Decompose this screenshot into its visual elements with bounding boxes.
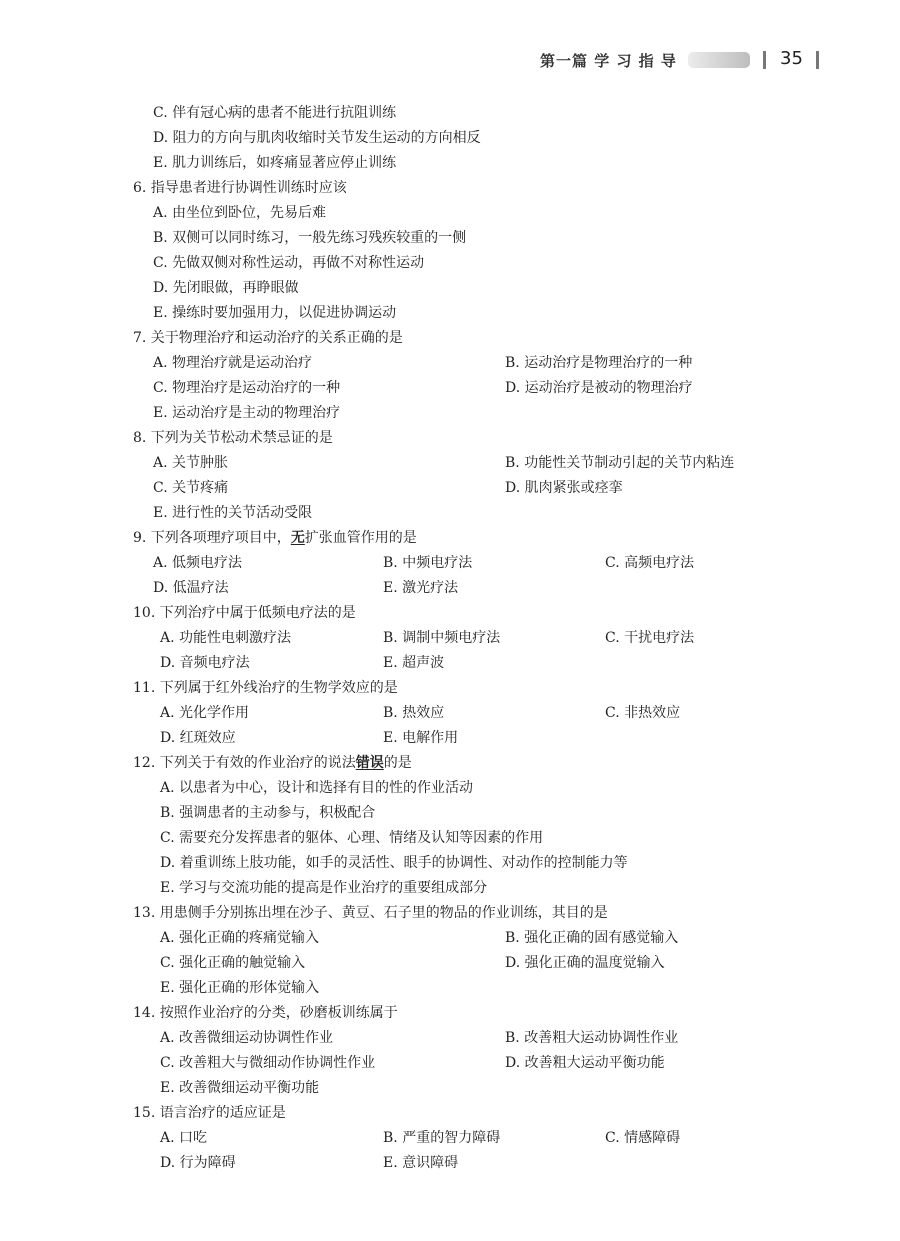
- option-d: D. 肌肉紧张或痉挛: [505, 480, 623, 496]
- header-decor-bar: [688, 52, 750, 68]
- page-number: 35: [780, 48, 803, 69]
- option-c: C. 关节疼痛: [153, 480, 229, 496]
- option-b: B. 严重的智力障碍: [383, 1130, 501, 1146]
- option-row: [0, 850, 900, 875]
- option-a: A. 口吃: [160, 1130, 208, 1146]
- option-c: C. 强化正确的触觉输入: [160, 955, 306, 971]
- option-row: [0, 500, 900, 525]
- option-d: D. 行为障碍: [160, 1155, 236, 1171]
- option-b: B. 改善粗大运动协调性作业: [505, 1030, 679, 1046]
- option-row: [0, 1075, 900, 1100]
- option-d: D. 先闭眼做，再睁眼做: [153, 280, 299, 296]
- option-a: A. 低频电疗法: [153, 555, 243, 571]
- option-e: E. 改善微细运动平衡功能: [160, 1080, 320, 1096]
- question-11-stem: 11. 下列属于红外线治疗的生物学效应的是: [133, 680, 398, 696]
- option-b: B. 热效应: [383, 705, 445, 721]
- option-row: [0, 300, 900, 325]
- option-e: E. 进行性的关节活动受限: [153, 505, 313, 521]
- question-15-stem: 15. 语言治疗的适应证是: [133, 1105, 286, 1121]
- stem-text: 12. 下列关于有效的作业治疗的说法: [133, 755, 356, 771]
- section-title: 第一篇 学 习 指 导: [540, 52, 677, 70]
- question-9-stem: [133, 528, 417, 548]
- option-b: B. 运动治疗是物理治疗的一种: [505, 355, 693, 371]
- option-row: [0, 250, 900, 275]
- option-b: B. 功能性关节制动引起的关节内粘连: [505, 455, 735, 471]
- option-c: C. 先做双侧对称性运动，再做不对称性运动: [153, 255, 425, 271]
- option-a: A. 关节肿胀: [153, 455, 229, 471]
- question-stem: [0, 525, 900, 550]
- option-a: A. 以患者为中心，设计和选择有目的性的作业活动: [160, 780, 474, 796]
- option-row: [0, 975, 900, 1000]
- option-d: D. 改善粗大运动平衡功能: [505, 1055, 665, 1071]
- question-stem: [0, 325, 900, 350]
- option-row: [0, 625, 900, 650]
- option-e: E. 学习与交流功能的提高是作业治疗的重要组成部分: [160, 880, 488, 896]
- option-c: C. 情感障碍: [605, 1130, 681, 1146]
- option-a: A. 由坐位到卧位，先易后难: [153, 205, 327, 221]
- option-row: [0, 1125, 900, 1150]
- option-a: A. 光化学作用: [160, 705, 250, 721]
- question-stem: [0, 750, 900, 775]
- stem-text: 9. 下列各项理疗项目中，: [133, 530, 291, 546]
- option-row: [0, 400, 900, 425]
- option-row: [0, 375, 900, 400]
- question-14-stem: 14. 按照作业治疗的分类，砂磨板训练属于: [133, 1005, 398, 1021]
- option-e: E. 肌力训练后，如疼痛显著应停止训练: [153, 155, 397, 171]
- option-c: C. 需要充分发挥患者的躯体、心理、情绪及认知等因素的作用: [160, 830, 544, 846]
- option-row: [0, 650, 900, 675]
- header-divider: [816, 51, 819, 69]
- option-e: E. 激光疗法: [383, 580, 459, 596]
- option-c: C. 非热效应: [605, 705, 681, 721]
- option-a: A. 功能性电刺激疗法: [160, 630, 292, 646]
- emphasis-word: 错误: [355, 755, 384, 771]
- option-row: [0, 125, 900, 150]
- emphasis-word: 无: [290, 530, 305, 546]
- question-stem: [0, 900, 900, 925]
- question-stem: [0, 1100, 900, 1125]
- question-13-stem: 13. 用患侧手分别拣出埋在沙子、黄豆、石子里的物品的作业训练，其目的是: [133, 905, 608, 921]
- option-d: D. 低温疗法: [153, 580, 229, 596]
- option-b: B. 中频电疗法: [383, 555, 473, 571]
- option-a: A. 物理治疗就是运动治疗: [153, 355, 313, 371]
- option-row: [0, 150, 900, 175]
- question-7-stem: 7. 关于物理治疗和运动治疗的关系正确的是: [133, 330, 403, 346]
- question-stem: [0, 675, 900, 700]
- option-d: D. 音频电疗法: [160, 655, 250, 671]
- option-a: A. 强化正确的疼痛觉输入: [160, 930, 320, 946]
- option-d: D. 红斑效应: [160, 730, 236, 746]
- option-e: E. 超声波: [383, 655, 445, 671]
- option-e: E. 运动治疗是主动的物理治疗: [153, 405, 341, 421]
- option-row: [0, 825, 900, 850]
- option-b: B. 调制中频电疗法: [383, 630, 501, 646]
- question-8-stem: 8. 下列为关节松动术禁忌证的是: [133, 430, 333, 446]
- option-row: [0, 800, 900, 825]
- option-c: C. 物理治疗是运动治疗的一种: [153, 380, 341, 396]
- header-divider: [763, 51, 766, 69]
- option-row: [0, 1150, 900, 1175]
- question-6-stem: 6. 指导患者进行协调性训练时应该: [133, 180, 347, 196]
- option-row: [0, 775, 900, 800]
- option-c: C. 高频电疗法: [605, 555, 695, 571]
- option-row: [0, 875, 900, 900]
- option-d: D. 着重训练上肢功能，如手的灵活性、眼手的协调性、对动作的控制能力等: [160, 855, 628, 871]
- option-d: D. 强化正确的温度觉输入: [505, 955, 665, 971]
- option-row: [0, 100, 900, 125]
- option-c: C. 改善粗大与微细动作协调性作业: [160, 1055, 376, 1071]
- option-b: B. 强调患者的主动参与，积极配合: [160, 805, 376, 821]
- option-b: B. 双侧可以同时练习，一般先练习残疾较重的一侧: [153, 230, 467, 246]
- question-list: [0, 100, 900, 1175]
- option-row: [0, 225, 900, 250]
- option-e: E. 电解作用: [383, 730, 459, 746]
- option-c: C. 干扰电疗法: [605, 630, 695, 646]
- option-row: [0, 700, 900, 725]
- option-row: [0, 950, 900, 975]
- option-c: C. 伴有冠心病的患者不能进行抗阻训练: [153, 105, 397, 121]
- option-row: [0, 550, 900, 575]
- option-row: [0, 475, 900, 500]
- option-d: D. 阻力的方向与肌肉收缩时关节发生运动的方向相反: [153, 130, 481, 146]
- option-row: [0, 200, 900, 225]
- page-header: [0, 48, 900, 72]
- option-e: E. 强化正确的形体觉输入: [160, 980, 320, 996]
- option-e: E. 操练时要加强用力，以促进协调运动: [153, 305, 397, 321]
- stem-text: 的是: [383, 755, 412, 771]
- question-stem: [0, 425, 900, 450]
- option-row: [0, 1025, 900, 1050]
- option-e: E. 意识障碍: [383, 1155, 459, 1171]
- option-row: [0, 1050, 900, 1075]
- question-10-stem: 10. 下列治疗中属于低频电疗法的是: [133, 605, 356, 621]
- option-a: A. 改善微细运动协调性作业: [160, 1030, 334, 1046]
- question-12-stem: [133, 753, 412, 773]
- question-stem: [0, 1000, 900, 1025]
- stem-text: 扩张血管作用的是: [304, 530, 417, 546]
- option-row: [0, 925, 900, 950]
- option-b: B. 强化正确的固有感觉输入: [505, 930, 679, 946]
- option-row: [0, 450, 900, 475]
- question-stem: [0, 600, 900, 625]
- option-d: D. 运动治疗是被动的物理治疗: [505, 380, 693, 396]
- option-row: [0, 725, 900, 750]
- option-row: [0, 575, 900, 600]
- question-stem: [0, 175, 900, 200]
- option-row: [0, 275, 900, 300]
- option-row: [0, 350, 900, 375]
